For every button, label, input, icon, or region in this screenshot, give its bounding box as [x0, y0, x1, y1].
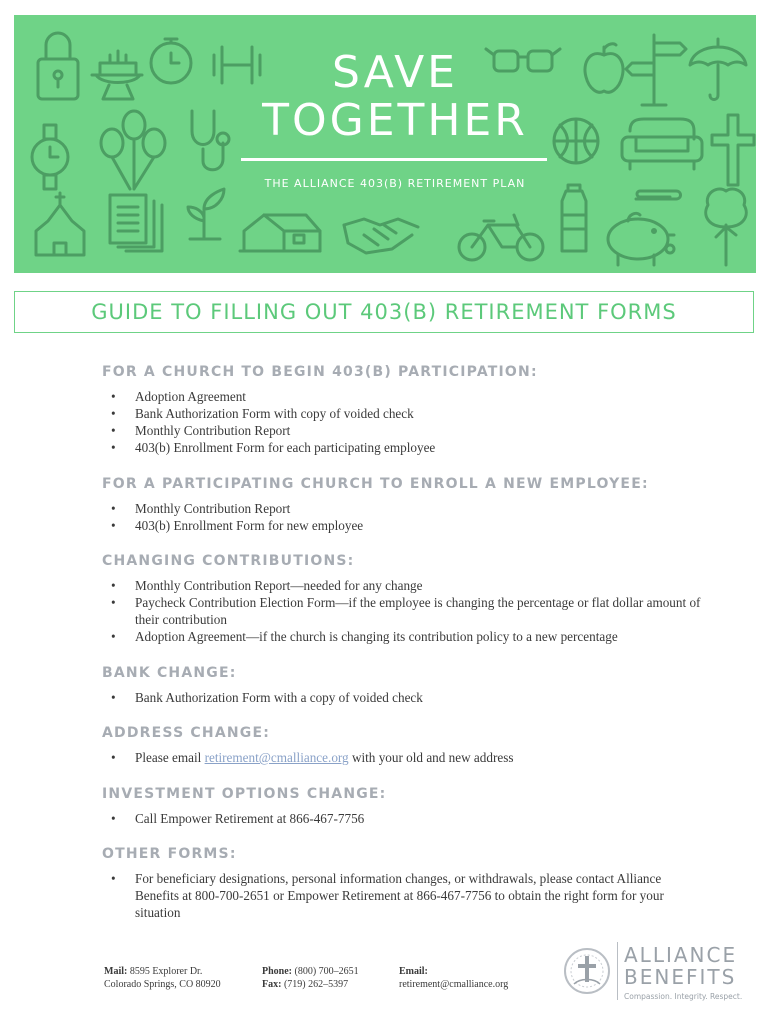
- section-heading: BANK CHANGE:: [102, 665, 237, 681]
- list-item: • Bank Authorization Form with copy of voided check: [102, 405, 702, 422]
- section-heading: OTHER FORMS:: [102, 846, 237, 862]
- item-list: [102, 577, 702, 645]
- item-list: [102, 388, 702, 456]
- hero-banner: [14, 15, 756, 273]
- phone-label: Phone:: [262, 966, 292, 977]
- padlock-icon: [38, 33, 78, 99]
- sofa-icon: [622, 119, 702, 169]
- email-prefix: Please email: [135, 750, 205, 765]
- logo-tagline: Compassion. Integrity. Respect.: [624, 992, 743, 1001]
- logo-divider: [617, 942, 618, 1000]
- item-list: [102, 500, 702, 534]
- section-heading: ADDRESS CHANGE:: [102, 725, 271, 741]
- section-bank-change: [102, 665, 702, 706]
- hero-title-line1: SAVE: [332, 47, 458, 98]
- apple-icon: [585, 44, 623, 92]
- email-link[interactable]: retirement@cmalliance.org: [204, 750, 349, 765]
- handshake-icon: [344, 219, 418, 253]
- list-item: • For beneficiary designations, personal information changes, or withdrawals, please contact Alliance Benefits at 800-700-2651 or Empower Retirement at 866-467-7756 to obtain the right form for your situation: [102, 870, 702, 921]
- list-item: • Adoption Agreement: [102, 388, 702, 405]
- footer-phone: [262, 965, 359, 991]
- cake-icon: [92, 51, 142, 99]
- stopwatch-icon: [151, 39, 191, 83]
- section-enroll-new-employee: [102, 476, 702, 534]
- list-item: • Monthly Contribution Report: [102, 500, 702, 517]
- bicycle-icon: [459, 215, 543, 260]
- email-suffix: with your old and new address: [348, 750, 514, 765]
- list-item: • Call Empower Retirement at 866-467-7756: [102, 810, 702, 827]
- list-item: • Monthly Contribution Report: [102, 422, 702, 439]
- item-list: [102, 689, 702, 706]
- fax-value: (719) 262–5397: [283, 979, 349, 990]
- section-address-change: [102, 725, 702, 766]
- item-list: [102, 749, 702, 766]
- house-icon: [240, 215, 320, 251]
- documents-icon: [110, 195, 162, 251]
- paperclip-icon: [636, 191, 681, 199]
- basketball-icon: [554, 119, 598, 163]
- stethoscope-icon: [192, 111, 229, 170]
- email-value[interactable]: retirement@cmalliance.org: [399, 979, 509, 990]
- section-investment-options: [102, 786, 702, 827]
- list-item: • Adoption Agreement—if the church is changing its contribution policy to a new percentage: [102, 628, 702, 645]
- sprout-icon: [188, 189, 224, 239]
- list-item: • Monthly Contribution Report—needed for any change: [102, 577, 702, 594]
- section-other-forms: [102, 846, 702, 921]
- mail-line2: Colorado Springs, CO 80920: [104, 979, 221, 990]
- water-bottle-icon: [562, 185, 586, 251]
- church-icon: [36, 193, 84, 255]
- cross-icon: [712, 115, 754, 185]
- email-label: Email:: [399, 966, 428, 977]
- section-changing-contributions: [102, 553, 702, 645]
- phone-value: (800) 700–2651: [294, 966, 359, 977]
- list-item: [102, 749, 702, 766]
- umbrella-icon: [690, 39, 746, 100]
- mail-label: Mail:: [104, 966, 128, 977]
- item-list: [102, 870, 702, 921]
- balloons-icon: [101, 111, 165, 189]
- section-heading: FOR A CHURCH TO BEGIN 403(B) PARTICIPATION:: [102, 364, 538, 380]
- hero-title-line2: TOGETHER: [262, 95, 528, 146]
- list-item: • 403(b) Enrollment Form for each participating employee: [102, 439, 702, 456]
- section-heading: FOR A PARTICIPATING CHURCH TO ENROLL A NEW EMPLOYEE:: [102, 476, 649, 492]
- item-list: [102, 810, 702, 827]
- list-item: • Bank Authorization Form with a copy of voided check: [102, 689, 702, 706]
- alliance-benefits-logo: [560, 940, 756, 1002]
- guide-title-box: [14, 291, 754, 333]
- logo-line1: ALLIANCE: [624, 943, 738, 967]
- section-begin-participation: [102, 364, 702, 456]
- piggy-bank-icon: [608, 213, 674, 265]
- section-heading: CHANGING CONTRIBUTIONS:: [102, 553, 355, 569]
- hero-divider: [241, 158, 547, 161]
- logo-wordmark: [624, 944, 742, 1001]
- list-item: • Paycheck Contribution Election Form—if the employee is changing the percentage or flat dollar amount of their contribution: [102, 594, 702, 628]
- footer-email: [399, 965, 508, 991]
- fax-label: Fax:: [262, 979, 282, 990]
- list-item: • 403(b) Enrollment Form for new employee: [102, 517, 702, 534]
- hero-subtitle: THE ALLIANCE 403(B) RETIREMENT PLAN: [264, 177, 526, 190]
- footer-mail: [104, 965, 221, 991]
- logo-line2: BENEFITS: [624, 965, 737, 989]
- section-heading: INVESTMENT OPTIONS CHANGE:: [102, 786, 387, 802]
- logo-emblem-icon: [560, 940, 614, 1002]
- guide-title: GUIDE TO FILLING OUT 403(B) RETIREMENT FORMS: [91, 300, 677, 324]
- signpost-icon: [626, 35, 686, 105]
- wristwatch-icon: [32, 125, 68, 189]
- mail-line1: 8595 Explorer Dr.: [129, 966, 203, 977]
- hero-title: [240, 49, 550, 145]
- tree-icon: [706, 189, 747, 265]
